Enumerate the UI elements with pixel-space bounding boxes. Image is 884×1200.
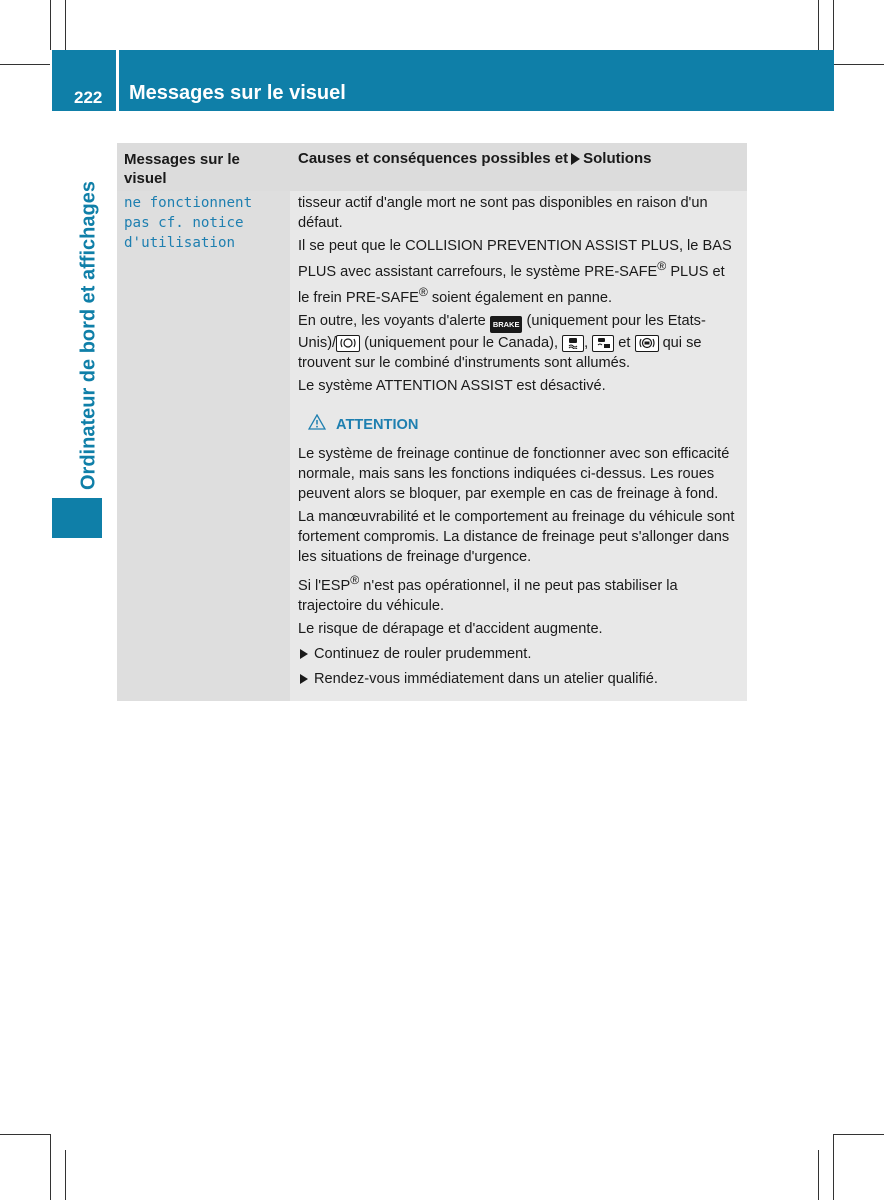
display-message-cell: [117, 191, 290, 701]
crop-mark: [818, 0, 819, 50]
table-row: [117, 191, 747, 701]
text: et: [614, 335, 635, 352]
display-message-line: pas cf. notice: [124, 215, 244, 231]
column-header-causes-text: Causes et conséquences possibles et: [298, 150, 569, 167]
header-divider: [116, 50, 119, 111]
crop-mark: [0, 64, 50, 65]
esp-skid-icon: [562, 335, 584, 352]
text: (uniquement pour les Etats-Unis)/: [298, 312, 706, 352]
text: ,: [584, 335, 593, 352]
column-header-solutions-text: Solutions: [583, 150, 652, 167]
side-tab-marker: [52, 498, 102, 538]
causes-cell: [290, 191, 747, 701]
side-chapter-title: Ordinateur de bord et affichages: [77, 181, 100, 490]
registered-mark: ®: [350, 573, 360, 588]
brake-circle-icon: [336, 335, 360, 352]
paragraph: [298, 236, 739, 308]
action-text: Continuez de rouler prudemment.: [314, 646, 532, 663]
registered-mark: ®: [418, 284, 428, 299]
table-header: [117, 143, 747, 191]
text: Il se peut que le COLLISION PREVENTION ASSIST PLUS, le BAS PLUS avec assistant carrefours, le système PRE-SAFE: [298, 238, 732, 280]
paragraph: [298, 570, 739, 616]
registered-mark: ®: [657, 259, 667, 273]
crop-mark: [65, 1150, 66, 1200]
page-title: Messages sur le visuel: [129, 82, 346, 104]
paragraph: tisseur actif d'angle mort ne sont pas disponibles en raison d'un défaut.: [298, 195, 708, 231]
crop-mark: [818, 1150, 819, 1200]
arrow-right-icon: [300, 674, 308, 684]
arrow-right-icon: [571, 153, 580, 165]
paragraph: Le système de freinage continue de fonctionner avec son efficacité normale, mais sans les fonctions indiquées ci-dessus. Les roues peuvent alors se bloquer, par exemple en cas de freinage à fond.: [298, 446, 730, 503]
brake-warning-icon: BRAKE: [490, 316, 523, 333]
warning-label: ATTENTION: [336, 417, 419, 434]
crop-mark: [65, 0, 66, 50]
abs-icon: [635, 335, 659, 352]
crop-mark: [50, 1134, 51, 1200]
paragraph: Le risque de dérapage et d'accident augmente.: [298, 621, 603, 638]
crop-mark: [833, 0, 834, 50]
action-item: [298, 669, 739, 689]
warning-heading: [308, 414, 739, 436]
page-header: [52, 50, 834, 111]
paragraph: Le système ATTENTION ASSIST est désactivé.: [298, 378, 606, 395]
column-header-messages: Messages sur le visuel: [124, 151, 240, 187]
page-number: 222: [74, 88, 103, 107]
text: En outre, les voyants d'alerte: [298, 312, 490, 329]
paragraph: [298, 311, 739, 374]
column-header-causes: [290, 143, 747, 191]
paragraph: La manœuvrabilité et le comportement au freinage du véhicule sont fortement compromis. La distance de freinage peut s'allonger dans les situations de freinage d'urgence.: [298, 509, 735, 566]
text: n'est pas opérationnel, il ne peut pas stabiliser la trajectoire du véhicule.: [298, 578, 678, 615]
text: (uniquement pour le Canada),: [360, 335, 563, 352]
warning-triangle-icon: [308, 414, 326, 436]
esp-off-icon: [592, 335, 614, 352]
messages-table: [117, 143, 747, 701]
crop-mark: [834, 64, 884, 65]
crop-mark: [834, 1134, 884, 1135]
crop-mark: [833, 1134, 834, 1200]
action-item: [298, 644, 739, 664]
text: qui se trouvent sur le combiné d'instruments sont allumés.: [298, 335, 702, 372]
text: soient également en panne.: [427, 289, 612, 306]
text: PLUS et le frein PRE-SAFE: [298, 263, 725, 306]
arrow-right-icon: [300, 649, 308, 659]
display-message-line: ne fonctionnent: [124, 195, 253, 211]
text: Si l'ESP: [298, 578, 351, 595]
display-message-line: d'utilisation: [124, 235, 236, 251]
crop-mark: [50, 0, 51, 50]
action-text: Rendez-vous immédiatement dans un atelier qualifié.: [314, 671, 658, 688]
crop-mark: [0, 1134, 50, 1135]
